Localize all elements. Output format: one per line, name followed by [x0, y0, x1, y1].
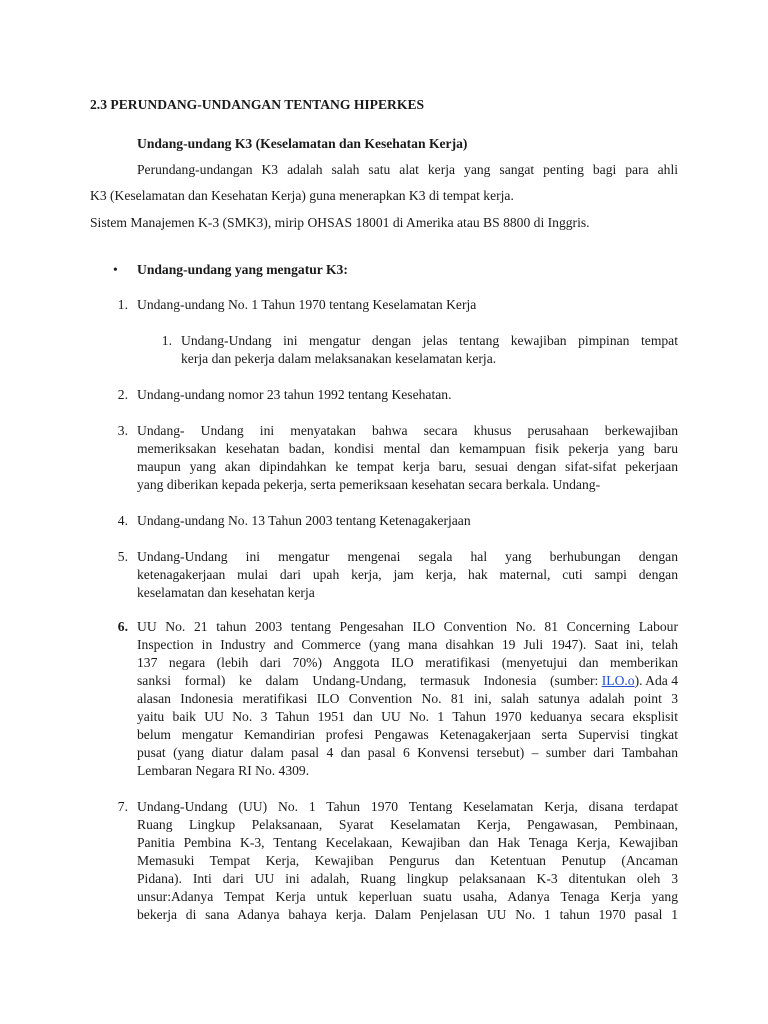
intro-line-2: K3 (Keselamatan dan Kesehatan Kerja) guna menerapkan K3 di tempat kerja.: [90, 188, 514, 203]
list-item-text: maupun yang akan dipindahkan ke tempat kerja baru, sesuai dengan sifat-sifat pekerjaan: [137, 459, 678, 474]
list-item-text: Undang-undang No. 1 Tahun 1970 tentang Keselamatan Kerja: [137, 297, 477, 312]
list-item-text: ). Ada 4: [634, 673, 678, 688]
section-title: 2.3 PERUNDANG-UNDANGAN TENTANG HIPERKES: [90, 97, 425, 112]
list-item-text: Inspection in Industry and Commerce (yang mana disahkan 19 Juli 1947). Saat ini, telah: [137, 637, 678, 652]
list-item-text: ketenagakerjaan mulai dari upah kerja, jam kerja, hak maternal, cuti sampi dengan: [137, 567, 678, 582]
list-item-text: Ruang Lingkup Pelaksanaan, Syarat Keselamatan Kerja, Pengawasan, Pembinaan,: [137, 817, 678, 832]
list-item-number: 6.: [117, 619, 128, 634]
list-item-number: 2.: [117, 387, 128, 402]
list-item-text: Undang-undang No. 13 Tahun 2003 tentang Ketenagakerjaan: [137, 513, 471, 528]
list-item-number: 1.: [161, 333, 172, 348]
list-item-text: kerja dan pekerja dalam melaksanakan keselamatan kerja.: [181, 351, 497, 366]
list-item-text: Lembaran Negara RI No. 4309.: [137, 763, 310, 778]
list-item-text: memeriksakan kesehatan badan, kondisi mental dan kemampuan fisik pekerja yang baru: [137, 441, 678, 456]
list-item-number: 5.: [117, 549, 128, 564]
list-item-text: UU No. 21 tahun 2003 tentang Pengesahan ILO Convention No. 81 Concerning Labour: [137, 619, 678, 634]
intro-line-1: Perundang-undangan K3 adalah salah satu alat kerja yang sangat penting bagi para ahli: [137, 162, 678, 177]
ilo-link[interactable]: ILO.o: [601, 673, 635, 688]
list-item-text: Undang- Undang ini menyatakan bahwa secara khusus perusahaan berkewajiban: [137, 423, 678, 438]
list-item-text: Pidana). Inti dari UU ini adalah, Ruang lingkup pelaksanaan K-3 ditentukan oleh 3: [137, 871, 678, 886]
list-item-text: alasan Indonesia meratifikasi ILO Convention No. 81 ini, salah satunya adalah point 3: [137, 691, 678, 706]
list-item-text: Undang-undang nomor 23 tahun 1992 tentang Kesehatan.: [137, 387, 452, 402]
list-item-text: Panitia Pembina K-3, Tentang Kecelakaan, Kewajiban dan Hak Tenaga Kerja, Kewajiban: [137, 835, 678, 850]
list-item-text: yaitu baik UU No. 3 Tahun 1951 dan UU No. 1 Tahun 1970 keduanya secara eksplisit: [137, 709, 678, 724]
bullet-heading: Undang-undang yang mengatur K3:: [137, 262, 348, 277]
list-item-text: unsur:Adanya Tempat Kerja untuk keperluan suatu usaha, Adanya Tenaga Kerja yang: [137, 889, 678, 904]
list-item-text: Memasuki Tempat Kerja, Kewajiban Pengurus dan Ketentuan Penutup (Ancaman: [137, 853, 678, 868]
subheading: Undang-undang K3 (Keselamatan dan Kesehatan Kerja): [137, 136, 468, 151]
list-item-text: pusat (yang diatur dalam pasal 4 dan pasal 6 Konvensi tersebut) – sumber dari Tambahan: [137, 745, 678, 760]
list-item-text: 137 negara (lebih dari 70%) Anggota ILO meratifikasi (menyetujui dan memberikan: [137, 655, 678, 670]
list-item-text: sanksi formal) ke dalam Undang-Undang, termasuk Indonesia (sumber:: [137, 673, 602, 688]
list-item-number: 1.: [117, 297, 128, 312]
list-item-text: bekerja di sana Adanya bahaya kerja. Dalam Penjelasan UU No. 1 tahun 1970 pasal 1: [137, 907, 678, 922]
list-item-text: Undang-Undang ini mengatur mengenai segala hal yang berhubungan dengan: [137, 549, 678, 564]
list-item-line-with-link: [137, 672, 678, 690]
list-item-number: 3.: [117, 423, 128, 438]
list-item-text: yang diberikan kepada pekerja, serta pemeriksaan kesehatan secara berkala. Undang-: [137, 477, 601, 492]
list-item-text: Undang-Undang (UU) No. 1 Tahun 1970 Tentang Keselamatan Kerja, disana terdapat: [137, 799, 678, 814]
list-item-number: 4.: [117, 513, 128, 528]
list-item-text: belum mengatur Kemandirian profesi Pengawas Ketenagakerjaan serta Supervisi tingkat: [137, 727, 678, 742]
list-item-number: 7.: [117, 799, 128, 814]
list-item-text: keselamatan dan kesehatan kerja: [137, 585, 315, 600]
bullet-icon: •: [113, 262, 118, 277]
list-item-text: Undang-Undang ini mengatur dengan jelas tentang kewajiban pimpinan tempat: [181, 333, 678, 348]
intro-line-3: Sistem Manajemen K-3 (SMK3), mirip OHSAS 18001 di Amerika atau BS 8800 di Inggris.: [90, 215, 590, 230]
